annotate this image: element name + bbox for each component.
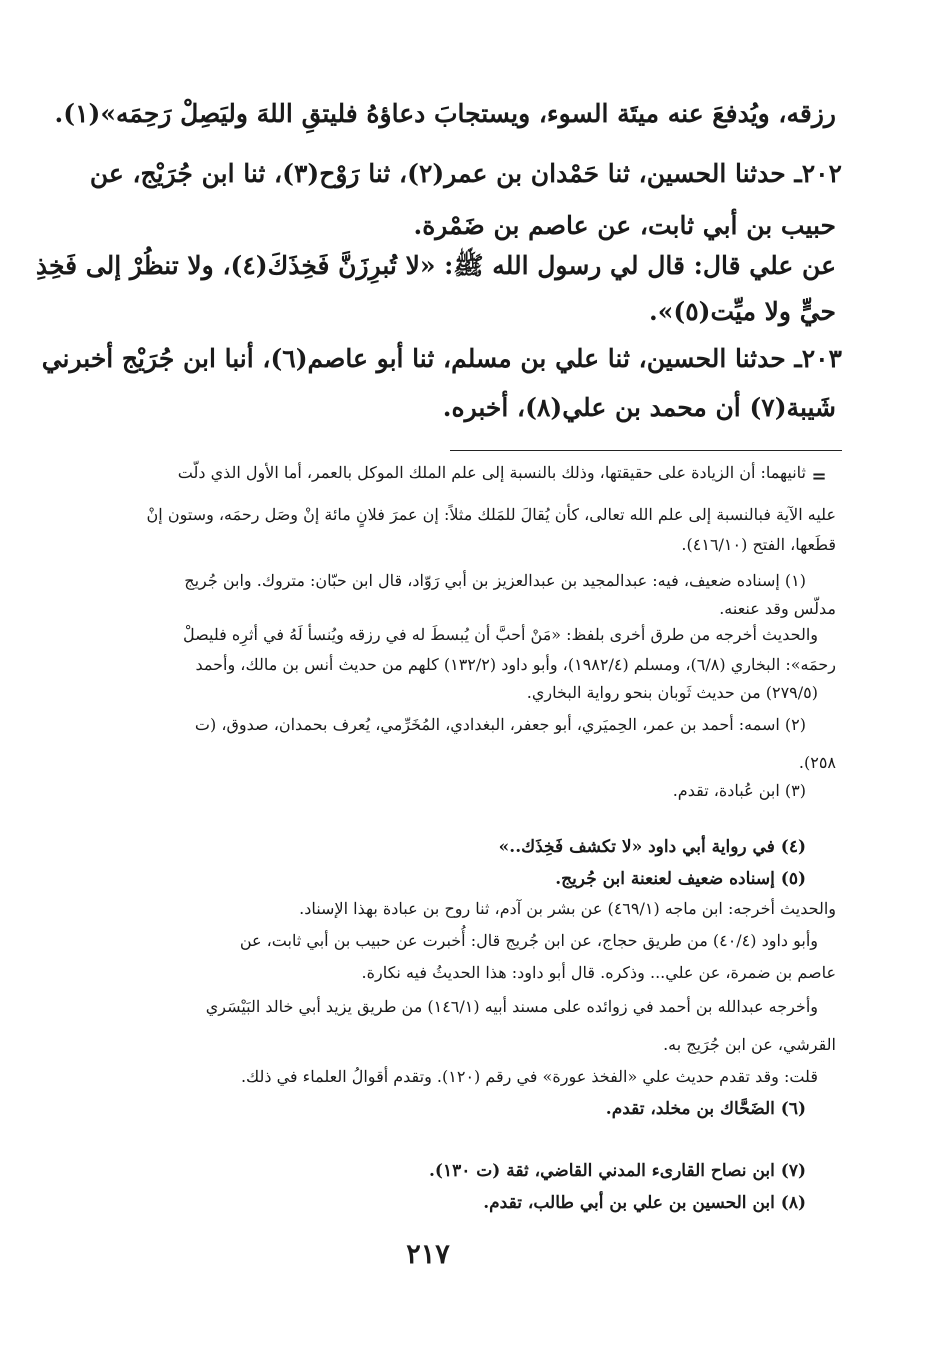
footnote-line: قطَعها، الفتح (٤١٦/١٠). [681, 535, 836, 554]
footnote-line: عاصم بن ضمرة، عن علي... وذكره. قال أبو داود: هذا الحديثُ فيه نكارة. [361, 963, 836, 982]
footnote-line: (٥) إسناده ضعيف لعنعنة ابن جُريج. [555, 869, 806, 889]
footnote-line: (٤) في رواية أبي داود «لا تكشف فَخِذَك..» [498, 837, 806, 857]
footnote-line: (١) إسناده ضعيف، فيه: عبدالمجيد بن عبدالعزيز بن أبي رَوّاد، قال ابن حبّان: متروك. وابن جُريج [184, 571, 806, 590]
footnote-line: (٢) اسمه: أحمد بن عمر، الحِميَري، أبو جعفر، البغدادي، المُخَرِّمي، يُعرف بحمدان، صدوق، (ت [194, 715, 806, 734]
footnote-line: والحديث أخرجه: ابن ماجه (٤٦٩/١) عن بشر بن آدم، ثنا روح بن عبادة بهذا الإسناد. [299, 899, 836, 918]
main-text-line: شَيبة(٧) أن محمد بن علي(٨)، أخبره. [442, 393, 836, 422]
footnote-line: (٦) الضَحَّاك بن مخلد، تقدم. [605, 1099, 806, 1119]
footnote-divider [450, 450, 842, 451]
footnote-line: مدلّس وقد عنعنه. [719, 599, 836, 618]
continuation-mark: = [811, 466, 827, 487]
footnote-line: عليه الآية فبالنسبة إلى علم الله تعالى، كأن يُقالَ للمَلك مثلاً: إن عمرَ فلانٍ مائة إنْ وصَل رحمَه، وستون إنْ [146, 505, 836, 524]
main-text-line: حبيب بن أبي ثابت، عن عاصم بن ضَمْرة. [413, 211, 836, 240]
main-text-line: ٢٠٢ـ حدثنا الحسين، ثنا حَمْدان بن عمر(٢)، ثنا رَوْح(٣)، ثنا ابن جُرَيْج، عن [89, 159, 842, 188]
footnote-line: (٢٧٩/٥) من حديث ثَوبان بنحو رواية البخاري. [526, 683, 818, 702]
footnote-line: قلت: وقد تقدم حديث علي «الفخذ عورة» في رقم (١٢٠). وتقدم أقوالُ العلماء في ذلك. [240, 1067, 818, 1086]
main-text-line: حيٍّ ولا ميِّت(٥)». [649, 297, 836, 326]
page-number: ٢١٧ [406, 1239, 450, 1270]
footnote-line: ثانيهما: أن الزيادة على حقيقتها، وذلك بالنسبة إلى علم الملك الموكل بالعمر، أما الأول الذي دلّت [177, 463, 806, 482]
footnote-line: (٧) ابن نصاح القارىء المدني القاضي، ثقة (ت ١٣٠). [429, 1161, 806, 1181]
footnote-line: وأخرجه عبدالله بن أحمد في زوائده على مسند أبيه (١٤٦/١) من طريق يزيد أبي خالد البَيْسَري [205, 997, 818, 1016]
footnote-line: وأبو داود (٤٠/٤) من طريق حجاج، عن ابن جُريج قال: أُخبرت عن حبيب بن أبي ثابت، عن [239, 931, 818, 950]
main-text-line: ٢٠٣ـ حدثنا الحسين، ثنا علي بن مسلم، ثنا أبو عاصم(٦)، أنبا ابن جُرَيْج أخبرني [41, 344, 842, 373]
footnote-line: القرشي، عن ابن جُرَيج به. [663, 1035, 836, 1054]
main-text-line: رزقه، ويُدفعَ عنه ميتَة السوء، ويستجابَ دعاؤهُ فليتقِ اللهَ وليَصِلْ رَحِمَه»(١). [54, 99, 836, 128]
footnote-line: (٨) ابن الحسين بن علي بن أبي طالب، تقدم. [483, 1193, 806, 1213]
main-text-line: عن علي قال: قال لي رسول الله ﷺ: «لا تُبرِزَنَّ فَخِذَكَ(٤)، ولا تنظُرْ إلى فَخِذِ [35, 251, 836, 280]
footnote-line: والحديث أخرجه من طرق أخرى بلفظ: «مَنْ أحبَّ أن يُبسطَ له في رزقه ويُنسأ لَهُ في أثرِه فليصلْ [183, 625, 818, 644]
footnote-line: رحمَه»: البخاري (٦/٨)، ومسلم (١٩٨٢/٤)، وأبو داود (١٣٢/٢) كلهم من حديث أنس بن مالك، وأحمد [195, 655, 836, 674]
footnote-line: ٢٥٨). [798, 753, 836, 772]
footnote-line: (٣) ابن عُبادة، تقدم. [672, 781, 806, 800]
